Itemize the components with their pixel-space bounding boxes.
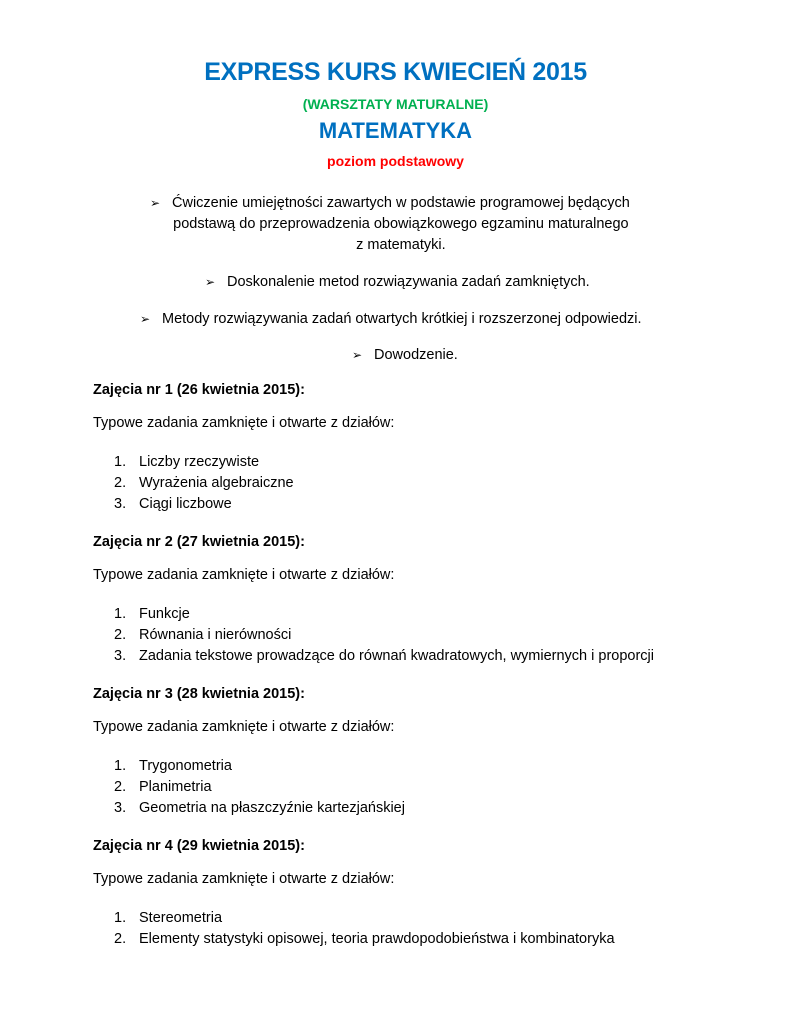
session-intro: Typowe zadania zamknięte i otwarte z działów: [93,415,395,431]
level-label: poziom podstawowy [327,153,464,169]
list-number: 1. [114,606,127,622]
list-number: 3. [114,800,127,816]
bullet-item [140,309,642,330]
session-heading: Zajęcia nr 4 (29 kwietnia 2015): [93,838,305,854]
bullet-text: Dowodzenie. [374,347,458,363]
bullet-text: Ćwiczenie umiejętności zawartych w podstawie programowej będących [172,195,630,211]
bullet-item [150,193,630,256]
document-title: EXPRESS KURS KWIECIEŃ 2015 [204,58,587,86]
list-number: 3. [114,648,127,664]
arrow-bullet-icon: ➢ [150,196,161,210]
list-item [114,756,405,777]
bullet-text: Doskonalenie metod rozwiązywania zadań zamkniętych. [227,274,590,290]
list-number: 1. [114,454,127,470]
list-number: 1. [114,758,127,774]
topic-text: Trygonometria [139,758,232,774]
session-intro: Typowe zadania zamknięte i otwarte z działów: [93,567,395,583]
topic-text: Geometria na płaszczyźnie kartezjańskiej [139,800,405,816]
subject-heading: MATEMATYKA [318,118,473,143]
topic-text: Funkcje [139,606,190,622]
topic-text: Ciągi liczbowe [139,496,232,512]
list-number: 2. [114,627,127,643]
arrow-bullet-icon: ➢ [205,275,216,289]
topic-list [114,604,654,667]
topic-text: Stereometria [139,910,223,926]
session-heading: Zajęcia nr 2 (27 kwietnia 2015): [93,534,305,550]
list-number: 1. [114,910,127,926]
bullet-text: Metody rozwiązywania zadań otwartych krótkiej i rozszerzonej odpowiedzi. [162,311,642,327]
topic-text: Wyrażenia algebraiczne [139,475,294,491]
list-number: 3. [114,496,127,512]
list-item [114,929,615,950]
list-item [114,494,294,515]
arrow-bullet-icon: ➢ [140,312,151,326]
topic-text: Liczby rzeczywiste [139,454,260,470]
list-item [114,798,405,819]
topic-list [114,452,294,515]
list-item [114,452,294,473]
session-heading: Zajęcia nr 1 (26 kwietnia 2015): [93,382,305,398]
topic-list [114,756,405,819]
list-item [114,473,294,494]
bullet-item [352,345,458,366]
topic-text: Planimetria [139,779,212,795]
arrow-bullet-icon: ➢ [352,348,363,362]
bullet-text-continuation: z matematyki. [356,237,446,253]
topic-list [114,908,615,950]
list-item [114,604,654,625]
session-intro: Typowe zadania zamknięte i otwarte z działów: [93,871,395,887]
list-number: 2. [114,931,127,947]
session-intro: Typowe zadania zamknięte i otwarte z działów: [93,719,395,735]
topic-text: Zadania tekstowe prowadzące do równań kwadratowych, wymiernych i proporcji [139,648,654,664]
bullet-item [205,272,590,293]
topic-text: Elementy statystyki opisowej, teoria prawdopodobieństwa i kombinatoryka [139,931,615,947]
session-heading: Zajęcia nr 3 (28 kwietnia 2015): [93,686,305,702]
document-subtitle: (WARSZTATY MATURALNE) [302,96,489,112]
list-number: 2. [114,475,127,491]
list-number: 2. [114,779,127,795]
list-item [114,625,654,646]
topic-text: Równania i nierówności [139,627,292,643]
bullet-text-continuation: podstawą do przeprowadzenia obowiązkowego egzaminu maturalnego [173,216,629,232]
list-item [114,777,405,798]
list-item [114,908,615,929]
list-item [114,646,654,667]
